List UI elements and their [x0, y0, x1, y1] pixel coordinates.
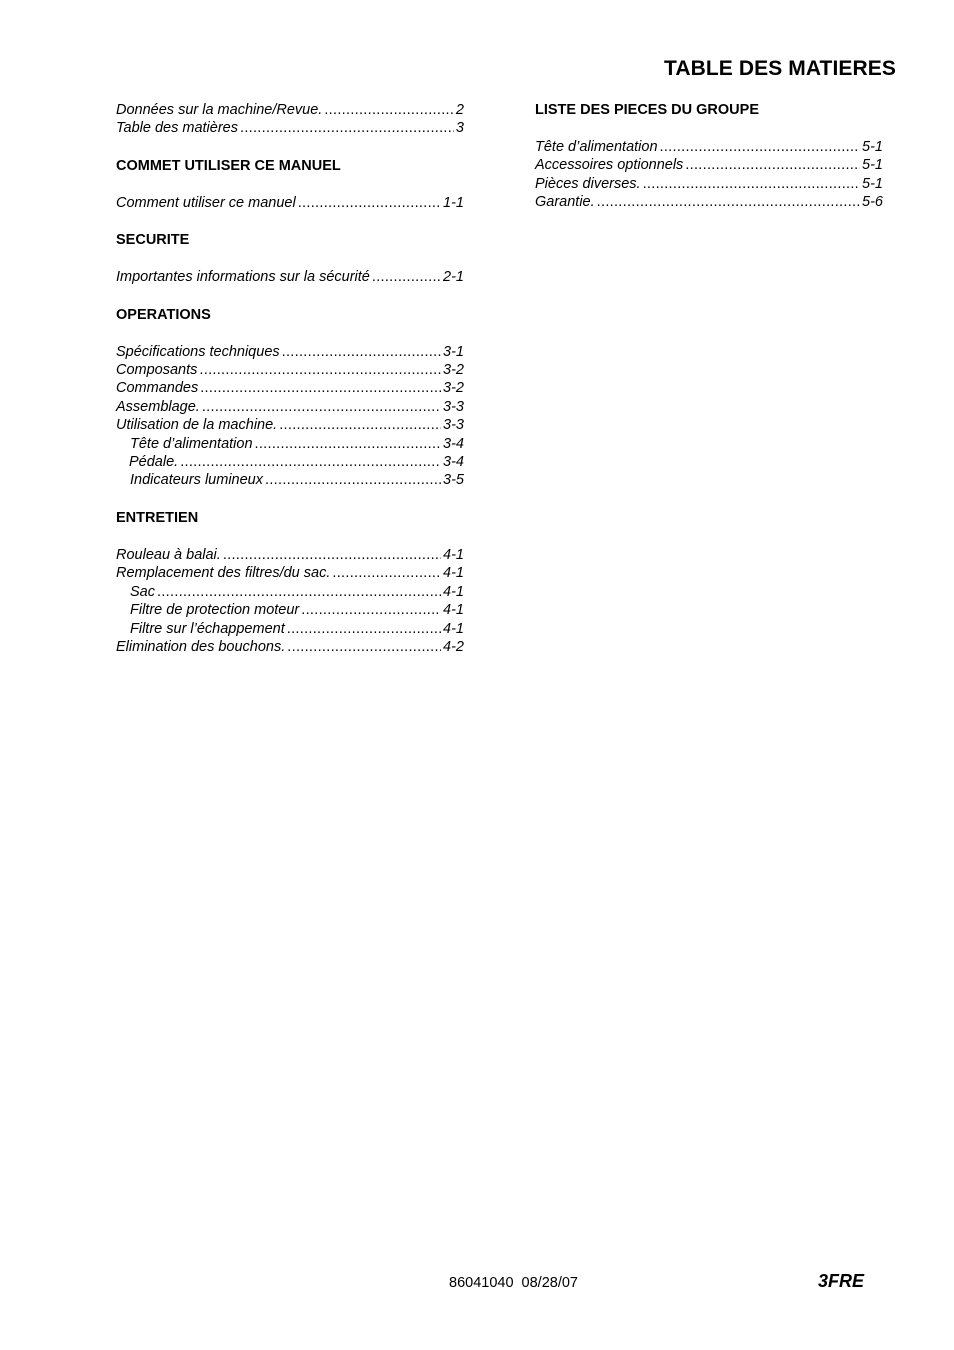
toc-entry-page: 4-1 — [443, 546, 464, 563]
section-heading-pieces: LISTE DES PIECES DU GROUPE — [535, 102, 759, 118]
toc-entry-utilisation[interactable] — [116, 416, 464, 434]
toc-entry-label: Composants — [116, 362, 198, 379]
toc-entry-page: 4-2 — [443, 638, 464, 655]
page-title: TABLE DES MATIERES — [663, 57, 896, 80]
toc-entry-label: Indicateurs lumineux — [130, 472, 263, 489]
leader-dots — [301, 601, 441, 619]
toc-entry-commandes[interactable] — [116, 379, 464, 397]
toc-entry-label: Elimination des bouchons. — [116, 638, 286, 655]
toc-entry-label: Tête d’alimentation — [535, 139, 658, 155]
toc-entry-label: Données sur la machine/Revue. — [116, 102, 323, 118]
toc-entry-filtre-echappement[interactable] — [116, 620, 464, 638]
toc-entry-label: Utilisation de la machine. — [116, 417, 278, 434]
section-heading-utiliser: COMMET UTILISER CE MANUEL — [116, 157, 341, 174]
toc-entry-garantie[interactable] — [535, 193, 883, 211]
toc-entry-composants[interactable] — [116, 361, 464, 379]
toc-entry-table-matieres[interactable] — [116, 119, 464, 137]
leader-dots — [287, 620, 441, 638]
toc-entry-page: 4-1 — [443, 602, 464, 619]
leader-dots — [332, 564, 441, 582]
toc-entry-page: 3-2 — [443, 380, 464, 397]
toc-entry-page: 5-6 — [862, 194, 883, 211]
toc-entry-tete-alimentation-pieces[interactable] — [535, 138, 883, 156]
toc-entry-page: 3-2 — [443, 362, 464, 379]
toc-entry-label: Remplacement des filtres/du sac. — [116, 565, 331, 582]
leader-dots — [597, 193, 860, 211]
leader-dots — [157, 583, 441, 601]
toc-entry-page: 5-1 — [862, 175, 883, 192]
leader-dots — [202, 398, 441, 416]
toc-entry-indicateurs[interactable] — [116, 471, 464, 489]
toc-entry-page: 1-1 — [443, 194, 464, 211]
leader-dots — [223, 546, 441, 564]
toc-entry-page: 5-1 — [862, 157, 883, 174]
toc-entry-label: Spécifications techniques — [116, 343, 280, 360]
toc-entry-page: 3-3 — [443, 417, 464, 434]
toc-entry-informations-securite[interactable] — [116, 268, 464, 286]
section-heading-entretien: ENTRETIEN — [116, 509, 199, 526]
toc-entry-label: Table des matières — [116, 120, 238, 137]
toc-entry-page: 3-4 — [443, 454, 464, 471]
toc-entry-label: Filtre de protection moteur — [130, 602, 300, 619]
toc-section-utiliser — [116, 194, 464, 212]
toc-entry-accessoires[interactable] — [535, 156, 883, 174]
toc-entry-page: 4-1 — [443, 565, 464, 582]
toc-entry-label: Assemblage. — [116, 398, 200, 415]
toc-entry-page: 3-3 — [443, 398, 464, 415]
toc-entry-page: 3-5 — [443, 472, 464, 489]
toc-entry-label: Importantes informations sur la sécurité — [116, 269, 370, 286]
leader-dots — [265, 471, 441, 489]
toc-entry-page: 3-4 — [443, 435, 464, 452]
leader-dots — [298, 194, 441, 212]
toc-section-operations — [116, 343, 464, 490]
toc-entry-assemblage[interactable] — [116, 398, 464, 416]
leader-dots — [255, 435, 442, 453]
leader-dots — [372, 268, 441, 286]
toc-entry-remplacement[interactable] — [116, 564, 464, 582]
toc-entry-label: Pédale. — [129, 454, 179, 471]
toc-entry-elimination[interactable] — [116, 638, 464, 656]
toc-entry-label: Sac — [130, 583, 155, 600]
toc-entry-page: 2 — [455, 102, 464, 118]
toc-entry-comment-utiliser[interactable] — [116, 194, 464, 212]
toc-entry-rouleau[interactable] — [116, 546, 464, 564]
toc-section-entretien — [116, 546, 464, 656]
toc-entry-page: 3-1 — [443, 343, 464, 360]
toc-entry-donnees[interactable] — [116, 101, 464, 119]
toc-left-column — [116, 101, 464, 675]
leader-dots — [324, 101, 454, 119]
toc-entry-page: 3 — [455, 120, 464, 137]
toc-section-pieces — [535, 138, 883, 212]
toc-entry-pieces-diverses[interactable] — [535, 175, 883, 193]
toc-section-securite — [116, 268, 464, 286]
toc-entry-sac[interactable] — [116, 583, 464, 601]
leader-dots — [282, 343, 441, 361]
toc-entry-label: Pièces diverses. — [535, 175, 641, 192]
toc-entry-specifications[interactable] — [116, 343, 464, 361]
toc-entry-label: Tête d’alimentation — [130, 435, 253, 452]
leader-dots — [279, 416, 441, 434]
footer-page-number: 3FRE — [818, 1271, 865, 1291]
toc-right-column — [535, 101, 883, 231]
toc-entry-page: 4-1 — [443, 620, 464, 637]
footer-document-code: 86041040 08/28/07 — [449, 1275, 578, 1291]
toc-entry-filtre-moteur[interactable] — [116, 601, 464, 619]
section-heading-operations: OPERATIONS — [116, 306, 211, 323]
toc-entry-page: 5-1 — [862, 139, 883, 155]
toc-entry-label: Accessoires optionnels — [535, 157, 684, 174]
toc-entry-label: Garantie. — [535, 194, 595, 211]
section-heading-securite: SECURITE — [116, 232, 190, 249]
leader-dots — [240, 119, 454, 137]
toc-entry-tete-alimentation[interactable] — [116, 435, 464, 453]
toc-entry-label: Rouleau à balai. — [116, 546, 221, 563]
leader-dots — [180, 453, 441, 471]
leader-dots — [685, 156, 860, 174]
toc-entry-label: Commandes — [116, 380, 199, 397]
toc-entry-label: Filtre sur l’échappement — [130, 620, 285, 637]
leader-dots — [199, 361, 441, 379]
leader-dots — [200, 379, 441, 397]
toc-intro-list — [116, 101, 464, 138]
toc-entry-page: 4-1 — [443, 583, 464, 600]
leader-dots — [287, 638, 441, 656]
toc-entry-label: Comment utiliser ce manuel — [116, 194, 296, 211]
leader-dots — [660, 138, 861, 156]
toc-entry-pedale[interactable] — [116, 453, 464, 471]
leader-dots — [643, 175, 860, 193]
toc-entry-page: 2-1 — [443, 269, 464, 286]
